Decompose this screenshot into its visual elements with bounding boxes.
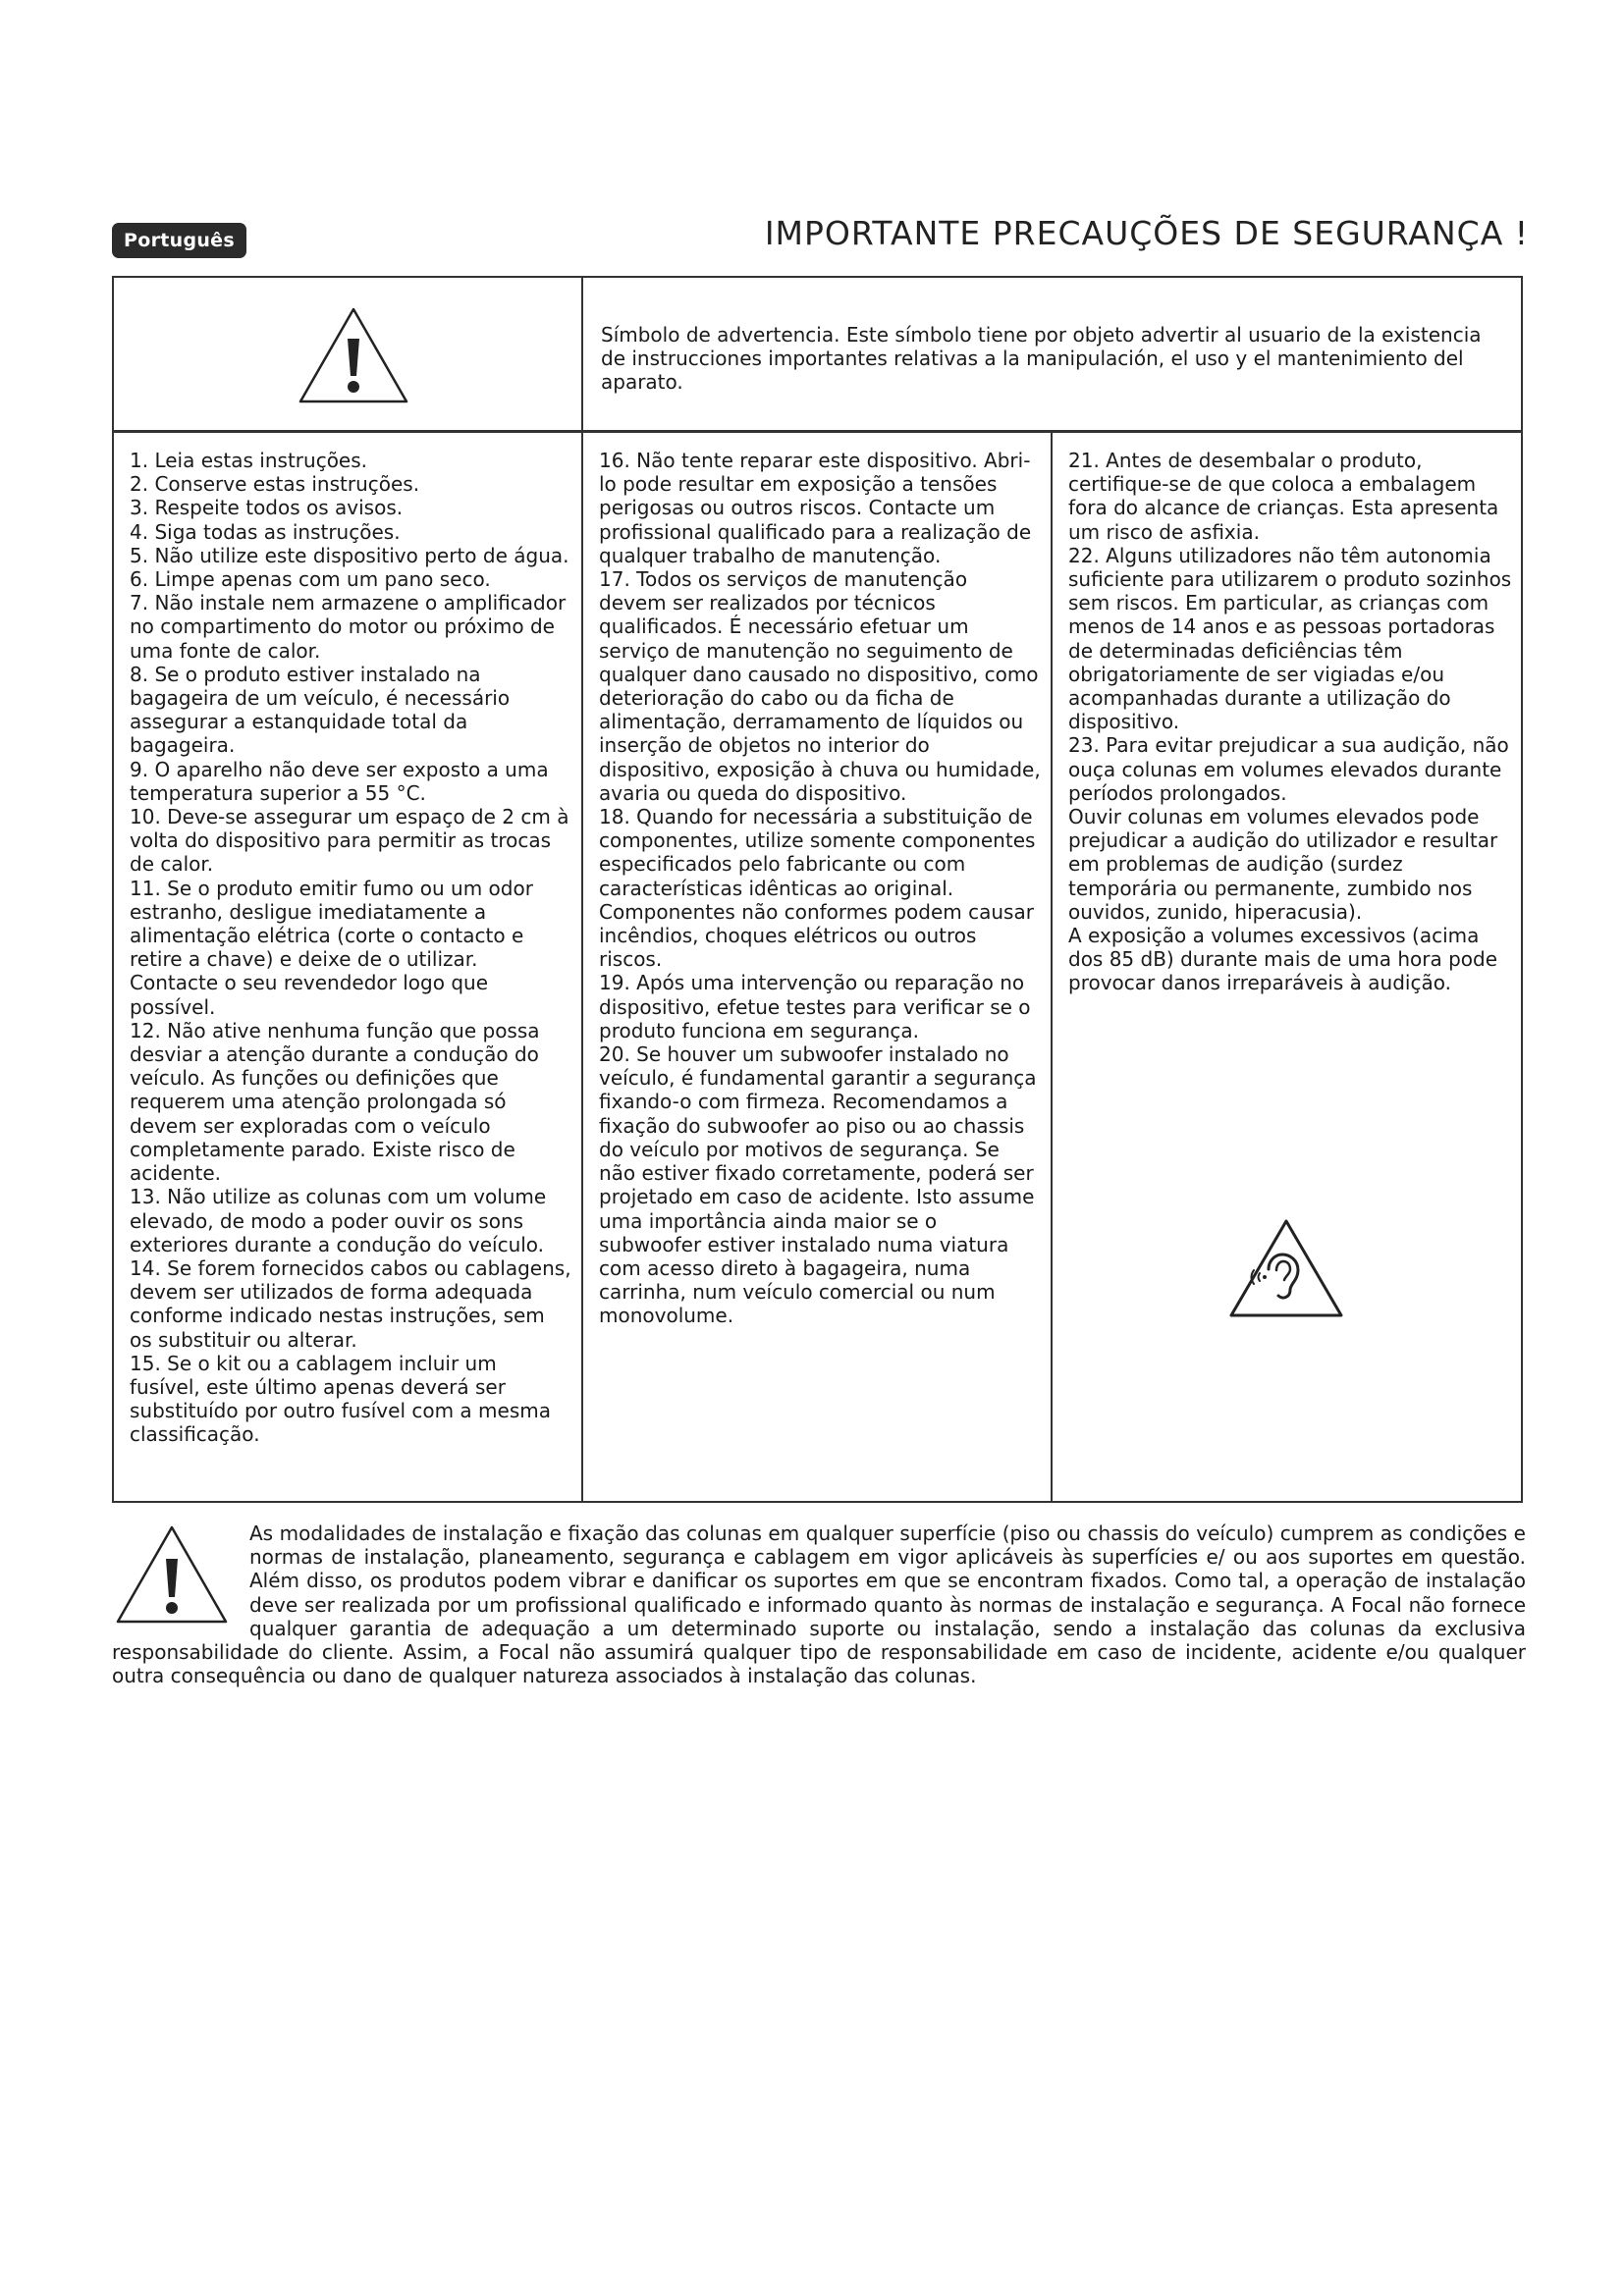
installation-notice xyxy=(112,1522,1526,1687)
instruction-item: 8. Se o produto estiver instalado na bagageira de um veículo, é necessário assegurar a estanquidade total da bagageira. xyxy=(130,662,511,758)
hearing-warning-icon xyxy=(1227,1217,1345,1319)
instructions-column-1 xyxy=(114,433,583,1503)
instruction-item: 10. Deve-se assegurar um espaço de 2 cm à volta do dispositivo para permitir as trocas de calor. xyxy=(130,805,569,877)
installation-notice-text: As modalidades de instalação e fixação das colunas em qualquer superfície (piso ou chassis do veículo) cumprem as condições e normas de instalação, planeamento, segurança e cablagem em vigor aplicáveis às superfícies e/ ou aos suportes em questão. Além disso, os produtos podem vibrar e danificar os suportes em que se encontram fixados. Como tal, a operação de instalação deve ser realizada por um profissional qualificado e informado quanto às normas de instalação e segurança. A Focal não fornece qualquer garantia de adequação a um determinado suporte ou instalação, sendo a instalação das colunas da exclusiva responsabilidade do cliente. Assim, a Focal não assumirá qualquer tipo de responsabilidade em caso de incidente, acidente e/ou qualquer outra consequência ou dano de qualquer natureza associados à instalação das colunas. xyxy=(112,1522,1526,1688)
instruction-item: 9. O aparelho não deve ser exposto a uma temperatura superior a 55 °C. xyxy=(130,757,549,805)
symbol-icon-cell xyxy=(114,278,583,430)
page-title: IMPORTANTE PRECAUÇÕES DE SEGURANÇA ! xyxy=(764,214,1529,252)
instruction-item: 7. Não instale nem armazene o amplificador no compartimento do motor ou próximo de uma fonte de calor. xyxy=(130,591,567,663)
instruction-item: A exposição a volumes excessivos (acima dos 85 dB) durante mais de uma hora pode provocar danos irreparáveis à audição. xyxy=(1068,924,1498,995)
symbol-notice: Símbolo de advertencia. Este símbolo tiene por objeto advertir al usuario de la existencia de instrucciones importantes relativas a la manipulación, el uso y el mantenimiento del aparato. xyxy=(601,323,1482,394)
instruction-item: 22. Alguns utilizadores não têm autonomia suficiente para utilizarem o produto sozinhos sem riscos. Em particular, as crianças com menos de 14 anos e as pessoas portadoras de determinadas deficiências têm obrigatoriamente de ser vigiadas e/ou acompanhadas durante a utilização do dispositivo. xyxy=(1068,543,1512,734)
instruction-item: 1. Leia estas instruções. xyxy=(130,449,368,472)
instruction-item: 4. Siga todas as instruções. xyxy=(130,519,401,544)
instructions-columns xyxy=(114,433,1521,1503)
instruction-item: 14. Se forem fornecidos cabos ou cablagens, devem ser utilizados de forma adequada conforme indicado nestas instruções, sem os substituir ou alterar. xyxy=(130,1255,571,1352)
instruction-item: 21. Antes de desembalar o produto, certifique-se de que coloca a embalagem fora do alcance de crianças. Esta apresenta um risco de asfixia. xyxy=(1068,449,1499,544)
instruction-item: 15. Se o kit ou a cablagem incluir um fusível, este último apenas deverá ser substituído por outro fusível com a mesma classificação. xyxy=(130,1351,551,1447)
instruction-item: 17. Todos os serviços de manutenção devem ser realizados por técnicos qualificados. É necessário efetuar um serviço de manutenção no seguimento de qualquer dano causado no dispositivo, como deterioração do cabo ou da ficha de alimentação, derramamento de líquidos ou inserção de objetos no interior do dispositivo, exposição à chuva ou humidade, avaria ou queda do dispositivo. xyxy=(599,567,1041,805)
instruction-item: 18. Quando for necessária a substituição de componentes, utilize somente componentes especificados pelo fabricante ou com características idênticas ao original. Componentes não conformes podem causar incêndios, choques elétricos ou outros riscos. xyxy=(599,805,1036,972)
instruction-item: 12. Não ative nenhuma função que possa desviar a atenção durante a condução do veículo. As funções ou definições que requerem uma atenção prolongada só devem ser exploradas com o veículo completamente parado. Existe risco de acidente. xyxy=(130,1018,540,1186)
instruction-item: 2. Conserve estas instruções. xyxy=(130,472,420,497)
instruction-item: 6. Limpe apenas com um pano seco. xyxy=(130,567,491,592)
symbol-row xyxy=(114,278,1521,433)
instruction-item: 23. Para evitar prejudicar a sua audição, não ouça colunas em volumes elevados durante períodos prolongados. xyxy=(1068,733,1509,805)
instruction-item: 3. Respeite todos os avisos. xyxy=(130,496,404,520)
instruction-item: 13. Não utilize as colunas com um volume elevado, de modo a poder ouvir os sons exteriores durante a condução do veículo. xyxy=(130,1185,547,1256)
warning-triangle-icon xyxy=(297,305,410,405)
instruction-item: 5. Não utilize este dispositivo perto de água. xyxy=(130,543,569,567)
instructions-column-3 xyxy=(1053,433,1523,1503)
instructions-column-2 xyxy=(583,433,1053,1503)
language-badge: Português xyxy=(112,223,246,258)
instruction-item: 16. Não tente reparar este dispositivo. Abri-lo pode resultar em exposição a tensões perigosas ou outros riscos. Contacte um profissional qualificado para a realização de qualquer trabalho de manutenção. xyxy=(599,449,1032,567)
instruction-item: 11. Se o produto emitir fumo ou um odor estranho, desligue imediatamente a alimentação elétrica (corte o contacto e retire a chave) e deixe de o utilizar. Contacte o seu revendedor logo que possível. xyxy=(130,876,533,1019)
instruction-item: 19. Após uma intervenção ou reparação no dispositivo, efetue testes para verificar se o produto funciona em segurança. xyxy=(599,971,1031,1042)
instruction-item: Ouvir colunas em volumes elevados pode prejudicar a audição do utilizador e resultar em problemas de audição (surdez temporária ou permanente, zumbido nos ouvidos, zunido, hiperacusia). xyxy=(1068,805,1498,924)
instruction-item: 20. Se houver um subwoofer instalado no veículo, é fundamental garantir a segurança fixando-o com firmeza. Recomendamos a fixação do subwoofer ao piso ou ao chassis do veículo por motivos de segurança. Se não estiver fixado corretamente, poderá ser projetado em caso de acidente. Isto assume uma importância ainda maior se o subwoofer estiver instalado numa viatura com acesso direto à bagageira, numa carrinha, num veículo comercial ou num monovolume. xyxy=(599,1042,1037,1328)
